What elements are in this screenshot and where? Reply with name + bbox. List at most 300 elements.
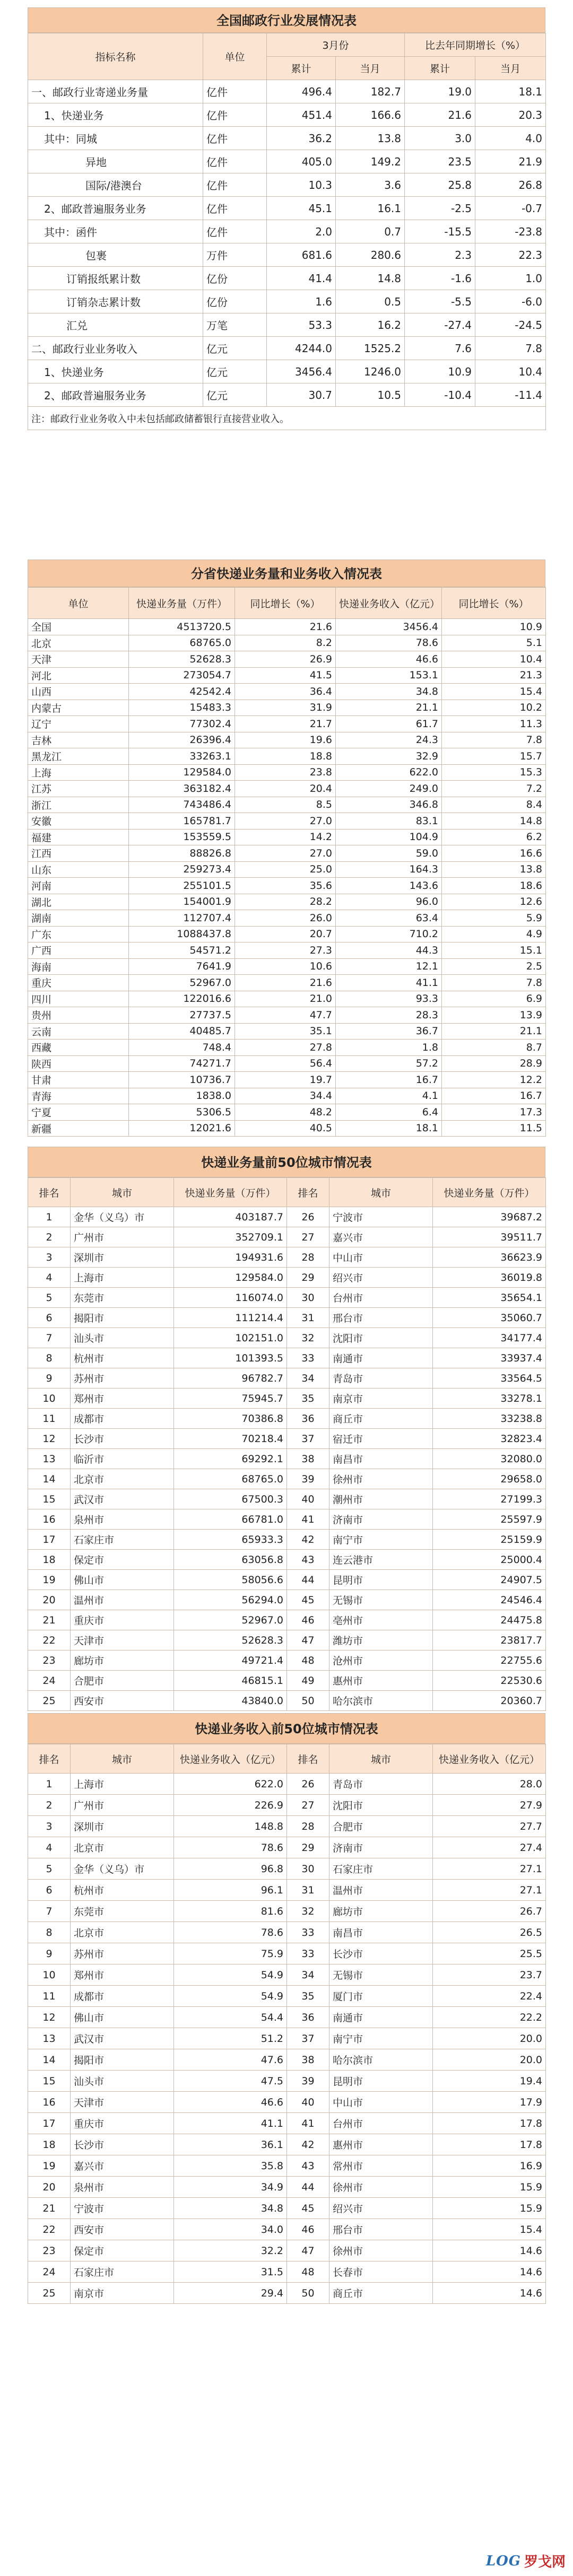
value-cell-2: 32823.4: [433, 1429, 546, 1449]
rank-cell: 20: [28, 1590, 71, 1610]
table-row: [28, 1922, 546, 1943]
city-name: 佛山市: [71, 1570, 174, 1590]
table-row: [28, 220, 546, 243]
revenue-value: 96.0: [336, 894, 442, 910]
value-cell: 51.2: [174, 2028, 287, 2049]
volume-growth: 27.0: [235, 845, 336, 862]
rank-cell-2: 36: [287, 2007, 329, 2028]
cumulative-value: 3456.4: [267, 360, 336, 383]
rank-cell: 13: [28, 2028, 71, 2049]
month-growth: 4.0: [475, 127, 546, 150]
city-name-2: 廊坊市: [329, 1901, 433, 1922]
province-name: 湖北: [28, 894, 129, 910]
province-name: 内蒙古: [28, 700, 129, 716]
city-name-2: 商丘市: [329, 1409, 433, 1429]
revenue-growth: 21.3: [442, 667, 546, 684]
revenue-value: 34.8: [336, 684, 442, 700]
city-name-2: 合肥市: [329, 1816, 433, 1837]
value-cell: 148.8: [174, 1816, 287, 1837]
city-name: 东莞市: [71, 1901, 174, 1922]
volume-growth: 19.7: [235, 1072, 336, 1088]
unit-cell: 亿份: [203, 290, 267, 313]
revenue-growth: 13.9: [442, 1007, 546, 1024]
city-name-2: 亳州市: [329, 1610, 433, 1630]
header-unit: 单位: [28, 588, 129, 619]
rank-cell-2: 48: [287, 2261, 329, 2283]
revenue-growth: 16.6: [442, 845, 546, 862]
revenue-value: 710.2: [336, 926, 442, 942]
revenue-growth: 12.6: [442, 894, 546, 910]
revenue-value: 63.4: [336, 910, 442, 927]
revenue-value: 18.1: [336, 1120, 442, 1137]
revenue-growth: 8.4: [442, 797, 546, 813]
table-row: [28, 2219, 546, 2240]
rank-cell: 3: [28, 1247, 71, 1268]
value-cell: 34.0: [174, 2219, 287, 2240]
header-revenue-growth: 同比增长（%）: [442, 588, 546, 619]
table-row: [28, 1368, 546, 1389]
province-name: 湖南: [28, 910, 129, 927]
rank-cell-2: 37: [287, 1429, 329, 1449]
rank-cell-2: 39: [287, 1469, 329, 1489]
city-name-2: 沈阳市: [329, 1795, 433, 1816]
city-name-2: 徐州市: [329, 2177, 433, 2198]
revenue-growth: 11.5: [442, 1120, 546, 1137]
rank-cell: 6: [28, 1880, 71, 1901]
table-row: [28, 2092, 546, 2113]
table-row: [28, 1023, 546, 1040]
revenue-growth: 10.4: [442, 651, 546, 668]
rank-cell-2: 48: [287, 1651, 329, 1671]
table-row: [28, 651, 546, 668]
value-cell: 622.0: [174, 1774, 287, 1795]
city-name: 杭州市: [71, 1348, 174, 1368]
table-row: [28, 716, 546, 732]
value-cell: 75.9: [174, 1943, 287, 1964]
table-title: 快递业务量前50位城市情况表: [28, 1147, 545, 1177]
volume-growth: 27.8: [235, 1040, 336, 1056]
table-row: [28, 667, 546, 684]
indicator-name: 汇兑: [28, 313, 203, 337]
city-name: 武汉市: [71, 1489, 174, 1509]
table-row: [28, 1943, 546, 1964]
city-name: 石家庄市: [71, 2261, 174, 2283]
city-name: 金华（义乌）市: [71, 1858, 174, 1880]
revenue-value: 104.9: [336, 829, 442, 845]
month-value: 1246.0: [336, 360, 405, 383]
header-city-2: 城市: [329, 1178, 433, 1207]
rank-cell-2: 28: [287, 1816, 329, 1837]
city-name-2: 长春市: [329, 2261, 433, 2283]
city-name: 重庆市: [71, 1610, 174, 1630]
value-cell: 43840.0: [174, 1691, 287, 1711]
value-cell-2: 27.7: [433, 1816, 546, 1837]
province-name: 江西: [28, 845, 129, 862]
table-row: [28, 2007, 546, 2028]
value-cell: 58056.6: [174, 1570, 287, 1590]
table-row: [28, 991, 546, 1007]
rank-cell: 19: [28, 1570, 71, 1590]
volume-value: 4513720.5: [129, 619, 235, 635]
month-value: 10.5: [336, 383, 405, 407]
month-value: 0.7: [336, 220, 405, 243]
table-row: [28, 781, 546, 797]
city-name: 西安市: [71, 1691, 174, 1711]
value-cell: 75945.7: [174, 1389, 287, 1409]
value-cell: 96782.7: [174, 1368, 287, 1389]
value-cell: 36.1: [174, 2134, 287, 2155]
unit-cell: 亿件: [203, 150, 267, 173]
revenue-value: 28.3: [336, 1007, 442, 1024]
revenue-value: 12.1: [336, 958, 442, 975]
rank-cell-2: 33: [287, 1922, 329, 1943]
table-row: [28, 1550, 546, 1570]
city-name-2: 青岛市: [329, 1368, 433, 1389]
city-name-2: 徐州市: [329, 1469, 433, 1489]
table-row: [28, 1964, 546, 1986]
table-row: [28, 337, 546, 360]
city-name-2: 台州市: [329, 2113, 433, 2134]
city-name-2: 南宁市: [329, 2028, 433, 2049]
city-name-2: 邢台市: [329, 2219, 433, 2240]
rank-cell-2: 30: [287, 1858, 329, 1880]
city-name: 揭阳市: [71, 2049, 174, 2071]
revenue-value: 61.7: [336, 716, 442, 732]
value-cell-2: 24546.4: [433, 1590, 546, 1610]
province-table: [28, 560, 545, 1137]
value-cell-2: 16.9: [433, 2155, 546, 2177]
value-cell: 70218.4: [174, 1429, 287, 1449]
value-cell: 111214.4: [174, 1308, 287, 1328]
rank-cell: 9: [28, 1943, 71, 1964]
rank-cell-2: 29: [287, 1837, 329, 1858]
city-name: 杭州市: [71, 1880, 174, 1901]
unit-cell: 亿件: [203, 197, 267, 220]
province-name: 天津: [28, 651, 129, 668]
revenue-value: 32.9: [336, 748, 442, 765]
revenue-growth: 21.1: [442, 1023, 546, 1040]
rank-cell: 14: [28, 1469, 71, 1489]
indicator-name: 2、邮政普遍服务业务: [28, 383, 203, 407]
city-name: 临沂市: [71, 1449, 174, 1469]
city-name: 郑州市: [71, 1389, 174, 1409]
unit-cell: 亿件: [203, 80, 267, 103]
month-value: 0.5: [336, 290, 405, 313]
table-row: [28, 173, 546, 197]
province-name: 河北: [28, 667, 129, 684]
table-row: [28, 684, 546, 700]
value-cell-2: 35060.7: [433, 1308, 546, 1328]
revenue-growth: 6.9: [442, 991, 546, 1007]
volume-growth: 26.0: [235, 910, 336, 927]
city-name: 金华（义乌）市: [71, 1207, 174, 1227]
volume-value: 273054.7: [129, 667, 235, 684]
cumulative-growth: -10.4: [405, 383, 475, 407]
cumulative-growth: -15.5: [405, 220, 475, 243]
rank-cell: 9: [28, 1368, 71, 1389]
value-cell-2: 26.7: [433, 1901, 546, 1922]
rank-cell-2: 49: [287, 1671, 329, 1691]
city-name: 泉州市: [71, 2177, 174, 2198]
rank-cell: 4: [28, 1837, 71, 1858]
volume-growth: 23.8: [235, 764, 336, 781]
rank-cell: 15: [28, 2071, 71, 2092]
value-cell-2: 36019.8: [433, 1268, 546, 1288]
city-name: 汕头市: [71, 1328, 174, 1348]
cumulative-value: 681.6: [267, 243, 336, 267]
volume-growth: 20.7: [235, 926, 336, 942]
table-row: [28, 1449, 546, 1469]
value-cell: 226.9: [174, 1795, 287, 1816]
value-cell-2: 19.4: [433, 2071, 546, 2092]
rank-cell-2: 34: [287, 1964, 329, 1986]
brand-logo: [486, 2551, 566, 2571]
table-row: [28, 1691, 546, 1711]
header-city: 城市: [71, 1744, 174, 1774]
volume-value: 26396.4: [129, 732, 235, 748]
table-row: [28, 894, 546, 910]
volume-growth: 27.3: [235, 942, 336, 959]
city-name: 苏州市: [71, 1368, 174, 1389]
revenue-value: 143.6: [336, 878, 442, 894]
city-name: 郑州市: [71, 1964, 174, 1986]
rank-cell-2: 33: [287, 1943, 329, 1964]
table-row: [28, 635, 546, 651]
city-name: 天津市: [71, 1630, 174, 1651]
volume-value: 112707.4: [129, 910, 235, 927]
cumulative-value: 45.1: [267, 197, 336, 220]
revenue-growth: 8.7: [442, 1040, 546, 1056]
volume-growth: 14.2: [235, 829, 336, 845]
table-row: [28, 127, 546, 150]
city-name-2: 南宁市: [329, 1530, 433, 1550]
rank-cell-2: 33: [287, 1348, 329, 1368]
rank-cell: 24: [28, 1671, 71, 1691]
revenue-value: 36.7: [336, 1023, 442, 1040]
table-row: [28, 2071, 546, 2092]
city-name: 保定市: [71, 1550, 174, 1570]
volume-growth: 21.6: [235, 619, 336, 635]
table-row: [28, 2240, 546, 2261]
table-row: [28, 1308, 546, 1328]
volume-growth: 41.5: [235, 667, 336, 684]
header-revenue-2: 快递业务收入（亿元）: [433, 1744, 546, 1774]
table-row: [28, 1104, 546, 1121]
unit-cell: 亿元: [203, 337, 267, 360]
rank-cell-2: 45: [287, 2198, 329, 2219]
rank-cell: 20: [28, 2177, 71, 2198]
revenue-value: 346.8: [336, 797, 442, 813]
volume-growth: 19.6: [235, 732, 336, 748]
month-growth: 20.3: [475, 103, 546, 127]
rank-cell-2: 38: [287, 1449, 329, 1469]
city-name-2: 南通市: [329, 2007, 433, 2028]
cumulative-growth: 21.6: [405, 103, 475, 127]
province-name: 云南: [28, 1023, 129, 1040]
value-cell: 56294.0: [174, 1590, 287, 1610]
month-value: 16.2: [336, 313, 405, 337]
city-name: 泉州市: [71, 1509, 174, 1530]
table-row: [28, 1570, 546, 1590]
value-cell-2: 26.5: [433, 1922, 546, 1943]
value-cell: 35.8: [174, 2155, 287, 2177]
table-row: [28, 1671, 546, 1691]
volume-growth: 10.6: [235, 958, 336, 975]
cumulative-value: 53.3: [267, 313, 336, 337]
volume-growth: 21.7: [235, 716, 336, 732]
indicator-name: 国际/港澳台: [28, 173, 203, 197]
rank-cell: 25: [28, 2283, 71, 2304]
table-row: [28, 1901, 546, 1922]
header-rank: 排名: [28, 1178, 71, 1207]
province-name: 全国: [28, 619, 129, 635]
rank-cell-2: 30: [287, 1288, 329, 1308]
city-name-2: 商丘市: [329, 2283, 433, 2304]
volume-value: 12021.6: [129, 1120, 235, 1137]
volume-growth: 21.0: [235, 991, 336, 1007]
province-name: 广东: [28, 926, 129, 942]
volume-value: 54571.2: [129, 942, 235, 959]
value-cell: 116074.0: [174, 1288, 287, 1308]
city-name-2: 绍兴市: [329, 2198, 433, 2219]
cumulative-growth: 10.9: [405, 360, 475, 383]
header-volume-2: 快递业务量（万件）: [433, 1178, 546, 1207]
header-unit: 单位: [203, 33, 267, 80]
header-city-2: 城市: [329, 1744, 433, 1774]
revenue-growth: 10.9: [442, 619, 546, 635]
unit-cell: 亿元: [203, 383, 267, 407]
table-row: [28, 1328, 546, 1348]
city-name-2: 济南市: [329, 1837, 433, 1858]
table-row: [28, 2155, 546, 2177]
table-row: [28, 1227, 546, 1247]
volume-value: 68765.0: [129, 635, 235, 651]
table-row: [28, 290, 546, 313]
unit-cell: 亿件: [203, 220, 267, 243]
header-rank-2: 排名: [287, 1744, 329, 1774]
table-row: [28, 2028, 546, 2049]
value-cell: 96.1: [174, 1880, 287, 1901]
rank-cell-2: 47: [287, 1630, 329, 1651]
revenue-growth: 10.2: [442, 700, 546, 716]
rank-cell: 12: [28, 1429, 71, 1449]
month-growth: -6.0: [475, 290, 546, 313]
city-name: 汕头市: [71, 2071, 174, 2092]
volume-growth: 8.2: [235, 635, 336, 651]
rank-cell: 12: [28, 2007, 71, 2028]
volume-value: 129584.0: [129, 764, 235, 781]
cumulative-growth: -27.4: [405, 313, 475, 337]
unit-cell: 亿件: [203, 173, 267, 197]
rank-cell: 17: [28, 1530, 71, 1550]
volume-value: 1088437.8: [129, 926, 235, 942]
value-cell-2: 17.8: [433, 2134, 546, 2155]
city-name-2: 青岛市: [329, 1774, 433, 1795]
province-name: 甘肃: [28, 1072, 129, 1088]
volume-growth: 31.9: [235, 700, 336, 716]
value-cell-2: 25159.9: [433, 1530, 546, 1550]
volume-value: 52967.0: [129, 975, 235, 991]
revenue-growth: 15.1: [442, 942, 546, 959]
value-cell-2: 28.0: [433, 1774, 546, 1795]
rank-cell: 18: [28, 1550, 71, 1570]
volume-value: 33263.1: [129, 748, 235, 765]
brand-logo-cn: 罗戈网: [524, 2554, 566, 2570]
city-name-2: 哈尔滨市: [329, 2049, 433, 2071]
value-cell-2: 22530.6: [433, 1671, 546, 1691]
table-row: [28, 2261, 546, 2283]
revenue-growth: 7.8: [442, 975, 546, 991]
table-row: [28, 748, 546, 765]
table-row: [28, 764, 546, 781]
city-name: 长沙市: [71, 1429, 174, 1449]
city-name-2: 温州市: [329, 1880, 433, 1901]
table-note: 注：邮政行业业务收入中未包括邮政储蓄银行直接营业收入。: [28, 407, 546, 430]
month-value: 166.6: [336, 103, 405, 127]
month-growth: 26.8: [475, 173, 546, 197]
city-name-2: 沈阳市: [329, 1328, 433, 1348]
city-name-2: 惠州市: [329, 2134, 433, 2155]
table-row: [28, 1207, 546, 1227]
value-cell: 54.9: [174, 1964, 287, 1986]
value-cell: 52967.0: [174, 1610, 287, 1630]
volume-value: 154001.9: [129, 894, 235, 910]
revenue-value: 6.4: [336, 1104, 442, 1121]
table-row: [28, 1007, 546, 1024]
cumulative-value: 4244.0: [267, 337, 336, 360]
city-name-2: 南京市: [329, 1389, 433, 1409]
revenue-value: 44.3: [336, 942, 442, 959]
value-cell-2: 34177.4: [433, 1328, 546, 1348]
header-march: 3月份: [267, 33, 405, 57]
value-cell-2: 14.6: [433, 2283, 546, 2304]
rank-cell-2: 31: [287, 1880, 329, 1901]
table-row: [28, 383, 546, 407]
value-cell-2: 20.0: [433, 2028, 546, 2049]
header-revenue: 快递业务收入（亿元）: [174, 1744, 287, 1774]
city-name-2: 无锡市: [329, 1964, 433, 1986]
volume-value: 363182.4: [129, 781, 235, 797]
value-cell: 54.9: [174, 1986, 287, 2007]
table-row: [28, 103, 546, 127]
rank-cell-2: 45: [287, 1590, 329, 1610]
header-volume-growth: 同比增长（%）: [235, 588, 336, 619]
city-name: 合肥市: [71, 1671, 174, 1691]
table-title: 全国邮政行业发展情况表: [28, 7, 545, 33]
value-cell: 68765.0: [174, 1469, 287, 1489]
city-name: 东莞市: [71, 1288, 174, 1308]
unit-cell: 亿件: [203, 127, 267, 150]
revenue-growth: 4.9: [442, 926, 546, 942]
city-name-2: 厦门市: [329, 1986, 433, 2007]
rank-cell: 2: [28, 1227, 71, 1247]
volume-value: 259273.4: [129, 861, 235, 878]
cumulative-growth: 19.0: [405, 80, 475, 103]
table-row: [28, 1088, 546, 1104]
table-row: [28, 267, 546, 290]
header-volume: 快递业务量（万件）: [129, 588, 235, 619]
rank-cell-2: 31: [287, 1308, 329, 1328]
table-row: [28, 942, 546, 959]
value-cell: 47.6: [174, 2049, 287, 2071]
rank-cell-2: 47: [287, 2240, 329, 2261]
value-cell-2: 39687.2: [433, 1207, 546, 1227]
value-cell: 194931.6: [174, 1247, 287, 1268]
cumulative-value: 1.6: [267, 290, 336, 313]
value-cell: 129584.0: [174, 1268, 287, 1288]
city-name-2: 昆明市: [329, 2071, 433, 2092]
city-name-2: 连云港市: [329, 1550, 433, 1570]
